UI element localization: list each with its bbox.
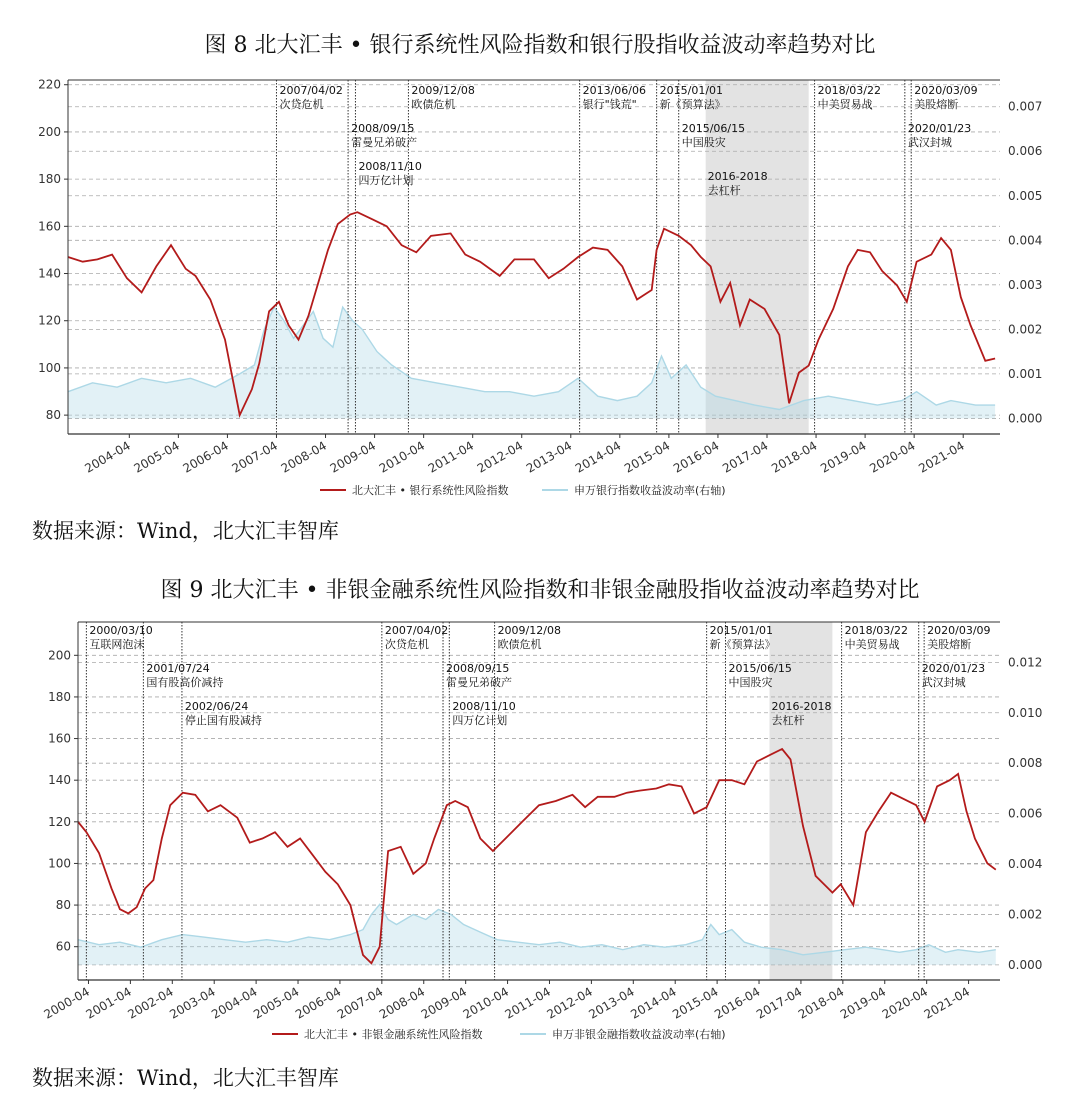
event-label: 四万亿计划: [452, 714, 508, 727]
event-label: 次贷危机: [384, 638, 429, 651]
x-tick-label: 2019-04: [837, 984, 889, 1022]
event-date: 2008/09/15: [351, 122, 415, 135]
event-label: 武汉封城: [907, 136, 952, 149]
x-tick-label: 2021-04: [921, 984, 973, 1022]
x-tick-label: 2004-04: [209, 984, 260, 1022]
y-left-tick-label: 100: [38, 360, 61, 375]
y-right-tick-label: 0.000: [1008, 411, 1043, 426]
y-right-tick-label: 0.002: [1008, 322, 1043, 337]
x-tick-label: 2005-04: [251, 984, 302, 1022]
x-tick-label: 2001-04: [83, 984, 134, 1022]
x-tick-label: 2010-04: [460, 984, 512, 1022]
y-right-tick-label: 0.005: [1008, 188, 1043, 203]
event-label: 去杠杆: [771, 714, 805, 727]
y-left-tick-label: 100: [48, 856, 71, 871]
y-right-tick-label: 0.003: [1008, 277, 1043, 292]
event-date: 2009/12/08: [497, 624, 561, 637]
y-left-tick-label: 80: [55, 898, 71, 913]
x-tick-label: 2008-04: [278, 438, 330, 476]
x-tick-label: 2015-04: [621, 438, 673, 476]
x-tick-label: 2013-04: [586, 984, 637, 1022]
event-date: 2008/11/10: [358, 160, 422, 173]
x-tick-label: 2016-04: [671, 438, 722, 476]
event-label: 中国股灾: [681, 136, 726, 149]
y-right-tick-label: 0.002: [1008, 907, 1043, 922]
event-label: 中美贸易战: [844, 638, 900, 651]
risk-index-line: [78, 749, 996, 963]
legend-vol-label: 申万非银金融指数收益波动率(右轴): [552, 1028, 726, 1041]
x-tick-label: 2020-04: [867, 438, 918, 476]
shade-label: 去杠杆: [707, 184, 741, 197]
event-label: 国有股高价减持: [146, 676, 224, 689]
event-label: 雷曼兄弟破产: [446, 676, 513, 689]
y-right-tick-label: 0.006: [1008, 144, 1043, 159]
x-tick-label: 2002-04: [125, 984, 176, 1022]
y-left-tick-label: 140: [48, 773, 71, 788]
y-left-tick-label: 160: [38, 219, 61, 234]
x-tick-label: 2018-04: [769, 438, 820, 476]
event-date: 2015/01/01: [659, 84, 724, 97]
event-label: 美股熔断: [914, 98, 959, 111]
x-tick-label: 2017-04: [720, 438, 771, 476]
x-tick-label: 2006-04: [293, 984, 344, 1022]
event-date: 2009/12/08: [411, 84, 475, 97]
event-date: 2008/11/10: [452, 700, 516, 713]
x-tick-label: 2010-04: [376, 438, 428, 476]
volatility-area: [78, 904, 996, 964]
figure-8-title: 图 8 北大汇丰 • 银行系统性风险指数和银行股指收益波动率趋势对比: [204, 33, 876, 58]
bank-risk-chart: [0, 62, 1080, 512]
event-date: 2001/07/24: [146, 662, 210, 675]
x-tick-label: 2021-04: [916, 438, 967, 476]
event-date: 2007/04/02: [384, 624, 449, 637]
x-tick-label: 2000-04: [41, 984, 92, 1022]
figure-9-title: 图 9 北大汇丰 • 非银金融系统性风险指数和非银金融股指收益波动率趋势对比: [160, 578, 920, 603]
x-tick-label: 2016-04: [712, 984, 763, 1022]
x-tick-label: 2012-04: [474, 438, 526, 476]
y-left-tick-label: 160: [48, 731, 71, 746]
event-label: 雷曼兄弟破产: [351, 136, 418, 149]
event-label: 武汉封城: [921, 676, 966, 689]
event-label: 停止国有股减持: [184, 714, 262, 727]
y-right-tick-label: 0.010: [1008, 705, 1043, 720]
x-tick-label: 2009-04: [418, 984, 470, 1022]
event-date: 2002/06/24: [184, 700, 249, 713]
y-right-tick-label: 0.001: [1008, 366, 1043, 381]
event-date: 2013/06/06: [582, 84, 647, 97]
x-tick-label: 2004-04: [82, 438, 133, 476]
event-date: 2015/06/15: [728, 662, 792, 675]
event-date: 2020/03/09: [914, 84, 978, 97]
y-right-tick-label: 0.004: [1008, 857, 1043, 872]
event-label: 次贷危机: [279, 98, 324, 111]
legend-vol-label: 申万银行指数收益波动率(右轴): [574, 484, 726, 497]
y-right-tick-label: 0.012: [1008, 655, 1043, 670]
x-tick-label: 2014-04: [572, 438, 624, 476]
event-date: 2018/03/22: [817, 84, 881, 97]
x-tick-label: 2008-04: [376, 984, 428, 1022]
x-tick-label: 2019-04: [818, 438, 869, 476]
y-right-tick-label: 0.008: [1008, 756, 1043, 771]
x-tick-label: 2012-04: [544, 984, 595, 1022]
x-tick-label: 2006-04: [180, 438, 231, 476]
event-date: 2007/04/02: [279, 84, 343, 97]
event-date: 2015/01/01: [709, 624, 774, 637]
y-left-tick-label: 120: [48, 814, 71, 829]
event-date: 2008/09/15: [446, 662, 510, 675]
y-left-tick-label: 180: [38, 172, 61, 187]
figure-9-source: 数据来源：Wind，北大汇丰智库: [32, 1066, 339, 1090]
x-tick-label: 2011-04: [502, 984, 553, 1022]
y-left-tick-label: 80: [45, 408, 61, 423]
x-tick-label: 2007-04: [229, 438, 280, 476]
event-label: 美股熔断: [927, 638, 972, 651]
x-tick-label: 2020-04: [879, 984, 931, 1022]
y-left-tick-label: 120: [38, 313, 61, 328]
y-right-tick-label: 0.004: [1008, 233, 1043, 248]
y-right-tick-label: 0.007: [1008, 99, 1043, 114]
x-tick-label: 2005-04: [131, 438, 182, 476]
event-label: 新《预算法》: [709, 638, 776, 651]
event-label: 中美贸易战: [817, 98, 873, 111]
nonbank-risk-chart: [0, 606, 1080, 1056]
x-tick-label: 2003-04: [167, 984, 218, 1022]
figure-8-source: 数据来源：Wind，北大汇丰智库: [32, 519, 339, 543]
y-right-tick-label: 0.006: [1008, 806, 1043, 821]
y-left-tick-label: 200: [48, 648, 71, 663]
legend-risk-label: 北大汇丰 • 银行系统性风险指数: [352, 484, 509, 497]
x-tick-label: 2011-04: [425, 438, 477, 476]
legend-risk-label: 北大汇丰 • 非银金融系统性风险指数: [304, 1028, 483, 1041]
event-date: 2020/01/23: [907, 122, 972, 135]
event-label: 新《预算法》: [659, 98, 726, 111]
event-label: 中国股灾: [728, 676, 773, 689]
x-tick-label: 2015-04: [670, 984, 721, 1022]
y-left-tick-label: 60: [55, 939, 71, 954]
x-tick-label: 2018-04: [795, 984, 847, 1022]
event-label: 四万亿计划: [358, 174, 414, 187]
x-tick-label: 2013-04: [523, 438, 575, 476]
y-right-tick-label: 0.000: [1008, 957, 1043, 972]
event-label: 互联网泡沫: [89, 638, 145, 651]
event-date: 2018/03/22: [844, 624, 908, 637]
y-left-tick-label: 140: [38, 266, 61, 281]
y-left-tick-label: 220: [38, 77, 61, 92]
event-date: 2016-2018: [771, 700, 832, 713]
x-tick-label: 2017-04: [754, 984, 805, 1022]
deleveraging-shade: [770, 622, 833, 980]
x-tick-label: 2009-04: [327, 438, 379, 476]
shade-date: 2016-2018: [707, 170, 768, 183]
x-tick-label: 2014-04: [628, 984, 679, 1022]
event-label: 欧债危机: [411, 98, 456, 111]
event-date: 2020/01/23: [921, 662, 986, 675]
y-left-tick-label: 200: [38, 124, 61, 139]
x-tick-label: 2007-04: [334, 984, 386, 1022]
event-date: 2000/03/10: [89, 624, 153, 637]
event-date: 2015/06/15: [681, 122, 746, 135]
event-label: 欧债危机: [497, 638, 542, 651]
event-label: 银行"钱荒": [582, 98, 637, 111]
y-left-tick-label: 180: [48, 689, 71, 704]
event-date: 2020/03/09: [927, 624, 991, 637]
